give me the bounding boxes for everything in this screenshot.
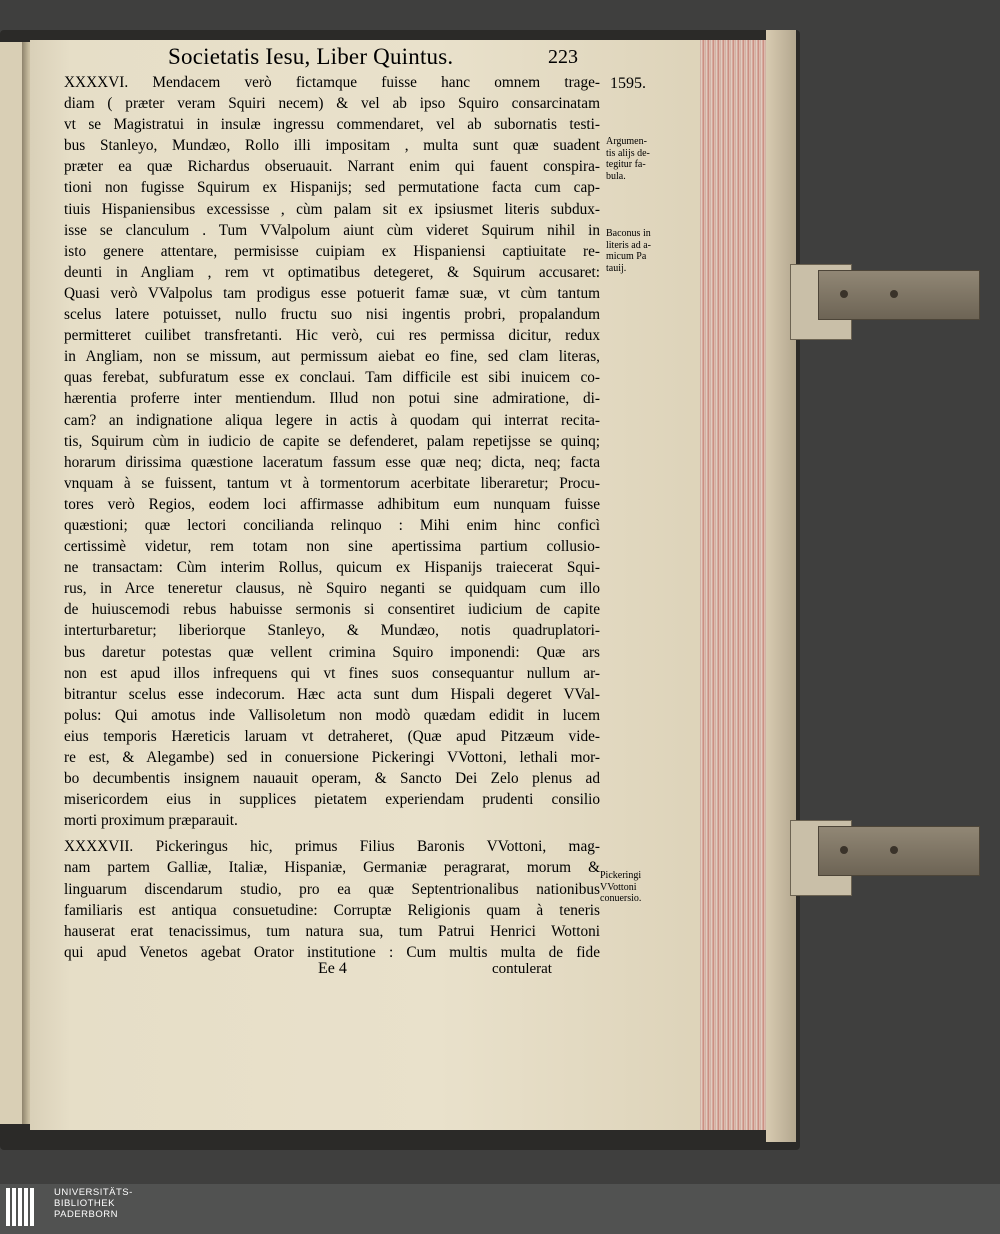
text-line: vnquam à se fuissent, tantum vt à tormentorum acerbitate liberaretur; Procu-	[64, 474, 600, 492]
text-line: tores verò Regios, eodem loci affirmasse adhibitum eum nunquam fuisse	[64, 495, 600, 513]
footer-bar	[0, 1184, 1000, 1234]
page-number: 223	[548, 46, 578, 68]
text-line: tioni non fugisse Squirum ex Hispanijs; sed permutatione facta cum cap-	[64, 179, 600, 197]
text-line: tiuis Hispaniensibus excessisse , cùm palam sit ex ipsiusmet literis subdux-	[64, 200, 600, 218]
text-line: Quasi verò VValpolus tam prodigus esse potuerit famæ suæ, vt cùm tantum	[64, 284, 600, 302]
text-line: hauserat erat tenacissimus, tum natura sua, tum Patrui Henrici Wottoni	[64, 922, 600, 940]
text-line: bo decumbentis insignem nauauit operam, & Sancto Dei Zelo plenus ad	[64, 770, 600, 788]
text-line: ne transactam: Cùm interim Rollus, quicum ex Hispanijs traiecerat Squi-	[64, 559, 600, 577]
text-line: isto genere attentare, permisisse cuipiam ex Hispaniensi captiuitate re-	[64, 242, 600, 260]
running-head: Societatis Iesu, Liber Quintus.	[168, 44, 454, 69]
page-edges	[700, 40, 766, 1130]
marginal-note: Baconus in literis ad a- micum Pa tauij.	[606, 228, 651, 274]
text-line: deunti in Angliam , rem vt optimatibus detegeret, & Squirum accusaret:	[64, 263, 600, 281]
text-line: horarum dirissima quæstione laceratum fassum esse quæ neq; dicta, neq; facta	[64, 453, 600, 471]
text-line: cam? an indignatione aliqua legere in actis à quodam qui interrat recita-	[64, 411, 600, 429]
text-line: misericordem eius in supplices pietatem experiendam prudenti consilio	[64, 791, 600, 809]
text-line: præter ea quæ Richardus obseruauit. Narrant enim qui fauent conspira-	[64, 158, 600, 176]
text-line: familiaris est antiqua consuetudine: Corruptæ Religionis quam à teneris	[64, 901, 600, 919]
book-clasp-upper	[790, 256, 990, 346]
text-line: non est apud illos infrequens qui vt fines suos consequantur nullum ar-	[64, 664, 600, 682]
text-line: re est, & Alegambe) sed in conuersione Pickeringi VVottoni, lethali mor-	[64, 749, 600, 766]
text-line: isse se clanculum . Tum VValpolum aiunt cùm videret Squirum nihil in	[64, 221, 600, 239]
text-line: morti proximum præparauit.	[64, 812, 238, 830]
text-line: de huiuscemodi rebus habuisse sermonis si consentiret iudicium de capite	[64, 601, 600, 619]
text-line: XXXXVII. Pickeringus hic, primus Filius Baronis VVottoni, mag-	[64, 838, 600, 856]
text-line: qui apud Venetos agebat Orator institutione : Cum multis multa de fide	[64, 943, 600, 961]
signature-mark: Ee 4	[318, 960, 347, 977]
text-line: bus daretur potestas quæ vellent crimina Squiro imponendi: Quæ ars	[64, 643, 600, 661]
text-line: XXXXVI. Mendacem verò fictamque fuisse hanc omnem trage-	[64, 74, 600, 91]
text-line: bus Stanleyo, Mundæo, Rollo illi impositam , multa sunt quæ suadent	[64, 137, 600, 155]
text-line: hærentia proferre inter mentiendum. Illud non potui sine admiratione, di-	[64, 390, 600, 408]
text-line: linguarum discendarum studio, pro ea quæ Septentrionalibus nationibus	[64, 880, 600, 898]
text-line: quæstioni; quæ lectori concilianda relinquo : Mihi enim hinc conficì	[64, 516, 600, 534]
margin-year: 1595.	[610, 75, 646, 92]
library-logo-text: UNIVERSITÄTS- BIBLIOTHEK PADERBORN	[54, 1187, 133, 1220]
catchword: contulerat	[492, 961, 552, 977]
text-line: rus, in Arce teneretur clausus, nè Squiro neganti se quidquam cum illo	[64, 580, 600, 598]
text-line: permitteret cuilibet transfretanti. Hic verò, cui res permissa dicitur, redux	[64, 327, 600, 345]
text-line: eius temporis Hæreticis laruam vt detraheret, (Quæ apud Pitzæum vide-	[64, 727, 600, 745]
text-line: certissimè videtur, rem totam non sine apertissima partium collusio-	[64, 538, 600, 556]
library-logo-icon	[6, 1188, 46, 1230]
text-line: interturbaretur; liberiorque Stanleyo, & Mundæo, notis quadruplatori-	[64, 622, 600, 640]
text-line: tis, Squirum cùm in iudicio de capite se defenderet, palam repetijsse se quinq;	[64, 432, 600, 450]
body-text	[64, 72, 600, 963]
text-line: diam ( præter veram Squiri necem) & vel ab ipso Squiro consarcinatam	[64, 95, 600, 113]
book-clasp-lower	[790, 812, 990, 902]
text-line: scelus latere potuisset, nullo fructu suo nisi ingentis probri, propalandum	[64, 306, 600, 324]
text-line: bitrantur scelus esse indecorum. Hæc acta sunt dum Hispali degeret VVal-	[64, 685, 600, 703]
text-line: vt se Magistratui in insulæ ingressu commendaret, vel ab subornatis testi-	[64, 116, 600, 134]
text-line: polus: Qui amotus inde Vallisoletum non modò quædam edidit in lucem	[64, 706, 600, 724]
marginal-note: Pickeringi VVottoni conuersio.	[600, 870, 642, 904]
marginal-note: Argumen- tis alijs de- tegitur fa- bula.	[606, 136, 650, 182]
text-line: nam partem Galliæ, Italiæ, Hispaniæ, Germaniæ peragrarat, morum &	[64, 859, 600, 877]
text-line: in Angliam, non se missum, aut permissum aiebat eo fine, sed clam literas,	[64, 348, 600, 366]
text-line: quas ferebat, subfuratum esse ex conclaui. Tam difficile est sibi inuicem co-	[64, 369, 600, 387]
cover-edge	[766, 30, 796, 1142]
left-page-edge	[0, 42, 23, 1124]
